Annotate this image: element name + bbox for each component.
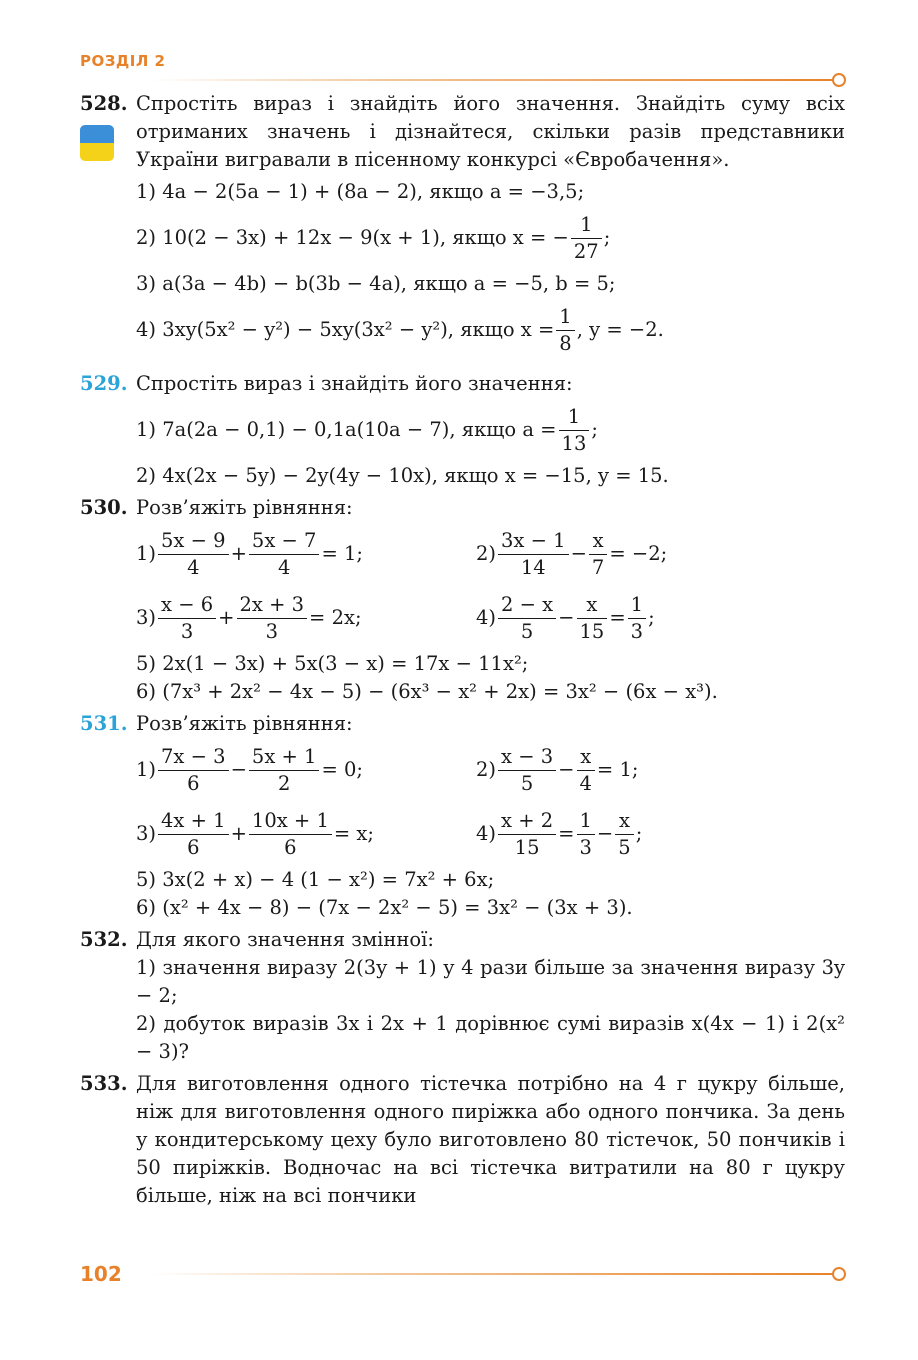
equation-row (136, 738, 845, 802)
problem-number: 532. (80, 928, 128, 951)
problem-number: 531. (80, 712, 128, 735)
header-rule-end-icon (832, 73, 846, 87)
equation-row (136, 586, 845, 650)
fraction: $\frac{x}{4}$ (577, 744, 595, 797)
problem-530 (80, 494, 845, 706)
task-item: 2) добуток виразів 3x і 2x + 1 дорівнює сумі виразів x(4x − 1) і 2(x² − 3)? (136, 1012, 845, 1063)
equation: 1) $\frac{5x - 9}{4}$ + $\frac{5x - 7}{4}$ = 1; (136, 528, 363, 579)
task-item: 3) a(3a − 4b) − b(3b − 4a), якщо a = −5, b = 5; (136, 272, 616, 295)
problem-528 (80, 90, 845, 362)
fraction: $\frac{1}{13}$ (559, 404, 590, 457)
problem-text: Спростіть вираз і знайдіть його значення: (136, 372, 573, 395)
fraction: $\frac{4x + 1}{6}$ (158, 808, 229, 861)
equation: 2) $\frac{3x - 1}{14}$ − $\frac{x}{7}$ = −2; (476, 528, 668, 579)
problem-533 (80, 1070, 845, 1210)
page-number: 102 (80, 1262, 122, 1286)
fraction: $\frac{1}{3}$ (628, 592, 646, 645)
footer-rule (150, 1273, 834, 1275)
fraction: $\frac{2 - x}{5}$ (498, 592, 556, 645)
fraction: $\frac{2x + 3}{3}$ (237, 592, 308, 645)
fraction: $\frac{x}{7}$ (589, 528, 607, 581)
fraction: $\frac{7x - 3}{6}$ (158, 744, 229, 797)
equation: 3) $\frac{4x + 1}{6}$ + $\frac{10x + 1}{6}$ = x; (136, 808, 374, 859)
fraction: $\frac{1}{3}$ (577, 808, 595, 861)
equation: 6) (x² + 4x − 8) − (7x − 2x² − 5) = 3x² − (3x + 3). (136, 896, 633, 919)
fraction: $\frac{5x - 9}{4}$ (158, 528, 229, 581)
task-item: 1) значення виразу 2(3y + 1) у 4 рази більше за значення виразу 3y − 2; (136, 956, 845, 1007)
equation: 5) 3x(2 + x) − 4 (1 − x²) = 7x² + 6x; (136, 868, 495, 891)
equation-row (136, 802, 845, 866)
equation: 5) 2x(1 − 3x) + 5x(3 − x) = 17x − 11x²; (136, 652, 529, 675)
fraction: $\frac{x}{5}$ (615, 808, 633, 861)
footer-rule-end-icon (832, 1267, 846, 1281)
fraction: $\frac{1}{27}$ (571, 212, 602, 265)
problem-number: 529. (80, 372, 128, 395)
fraction: $\frac{10x + 1}{6}$ (249, 808, 332, 861)
fraction: $\frac{x - 3}{5}$ (498, 744, 556, 797)
fraction: $\frac{1}{8}$ (556, 304, 574, 357)
task-item: 4) 3xy(5x² − y²) − 5xy(3x² − y²), якщо x = $\frac{1}{8}$ , y = −2. (136, 304, 664, 355)
fraction: $\frac{x}{15}$ (577, 592, 608, 645)
equation: 6) (7x³ + 2x² − 4x − 5) − (6x³ − x² + 2x) = 3x² − (6x − x³). (136, 680, 718, 703)
problem-text: Розв’яжіть рівняння: (136, 712, 353, 735)
problem-text: Для якого значення змінної: (136, 928, 434, 951)
problem-text: Для виготовлення одного тістечка потрібно на 4 г цукру більше, ніж для виготовлення одного пиріжка або одного пончика. За день у кондитерському цеху було виготовлено 80 тістечок, 50 пончиків і 50 пиріжків. Водночас на всі тістечка витратили на 80 г цукру більше, ніж на всі пончики (136, 1072, 845, 1207)
problem-number: 528. (80, 92, 128, 115)
problem-text: Спростіть вираз і знайдіть його значення. Знайдіть суму всіх отриманих значень і дізнайтеся, скільки разів представники України вигравали в пісенному конкурсі «Євробачення». (136, 92, 845, 171)
fraction: $\frac{5x - 7}{4}$ (249, 528, 320, 581)
problem-529 (80, 370, 845, 490)
fraction: $\frac{x - 6}{3}$ (158, 592, 216, 645)
problem-532 (80, 926, 845, 1066)
equation: 4) $\frac{2 - x}{5}$ − $\frac{x}{15}$ = $\frac{1}{3}$ ; (476, 592, 655, 643)
equation: 2) $\frac{x - 3}{5}$ − $\frac{x}{4}$ = 1; (476, 744, 639, 795)
problem-number: 530. (80, 496, 128, 519)
fraction: $\frac{x + 2}{15}$ (498, 808, 556, 861)
fraction: $\frac{5x + 1}{2}$ (249, 744, 320, 797)
task-item: 2) 4x(2x − 5y) − 2y(4y − 10x), якщо x = −15, y = 15. (136, 464, 669, 487)
problem-531 (80, 710, 845, 922)
problem-text: Розв’яжіть рівняння: (136, 496, 353, 519)
equation: 3) $\frac{x - 6}{3}$ + $\frac{2x + 3}{3}$ = 2x; (136, 592, 362, 643)
header-rule (150, 79, 834, 81)
equation: 4) $\frac{x + 2}{15}$ = $\frac{1}{3}$ − $\frac{x}{5}$ ; (476, 808, 643, 859)
equation-row (136, 522, 845, 586)
task-item: 2) 10(2 − 3x) + 12x − 9(x + 1), якщо x = − $\frac{1}{27}$ ; (136, 212, 611, 263)
equation: 1) $\frac{7x - 3}{6}$ − $\frac{5x + 1}{2}$ = 0; (136, 744, 363, 795)
task-item: 1) 4a − 2(5a − 1) + (8a − 2), якщо a = −3,5; (136, 180, 585, 203)
page-content (80, 90, 845, 1210)
fraction: $\frac{3x - 1}{14}$ (498, 528, 569, 581)
task-item: 1) 7a(2a − 0,1) − 0,1a(10a − 7), якщо a = $\frac{1}{13}$ ; (136, 404, 598, 455)
section-header: РОЗДІЛ 2 (80, 52, 166, 70)
problem-number: 533. (80, 1072, 128, 1095)
